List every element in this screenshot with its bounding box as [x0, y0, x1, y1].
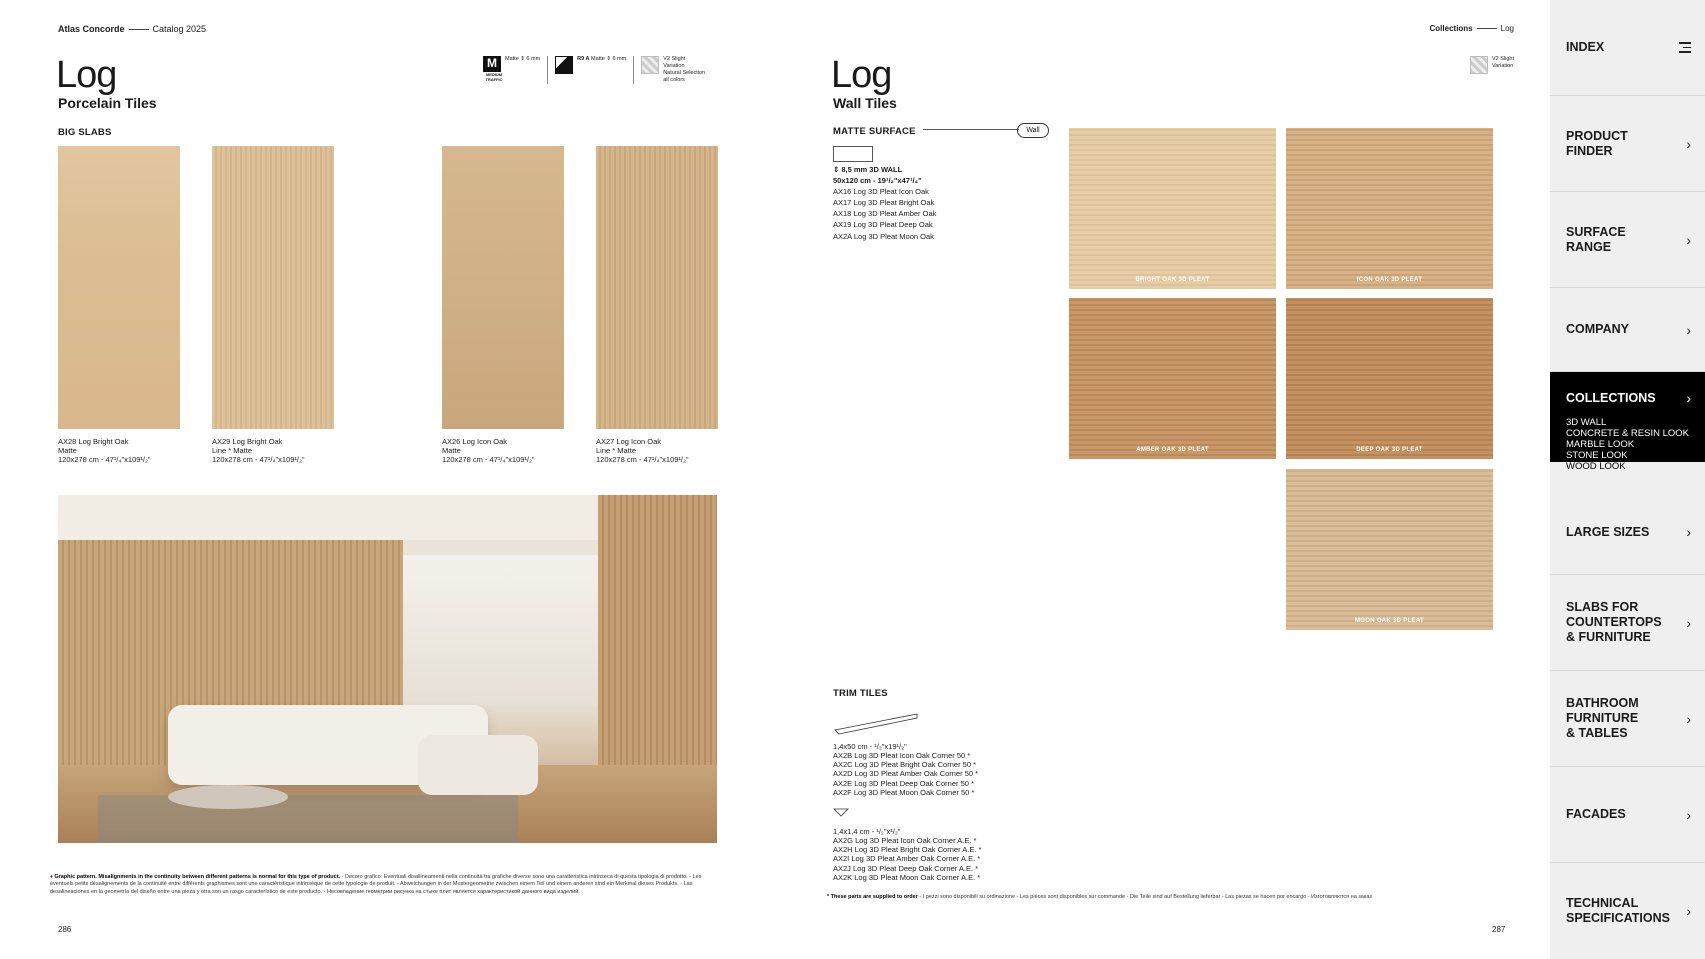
section-matte-surface: MATTE SURFACE: [833, 126, 916, 137]
slab-finish: Matte: [442, 446, 461, 455]
tile-icon-oak[interactable]: [1286, 128, 1493, 289]
spec-item: AX18 Log 3D Pleat Amber Oak: [833, 209, 937, 219]
slab-finish: Line * Matte: [596, 446, 637, 455]
trim-item: AX2E Log 3D Pleat Deep Oak Corner 50 *: [833, 778, 974, 788]
nav-label: [1566, 600, 1662, 645]
nav-label: COMPANY: [1566, 322, 1629, 336]
room-wall-right: [598, 495, 717, 795]
tile-label: MOON OAK 3D PLEAT: [1355, 618, 1424, 624]
variation-line: Variation: [663, 63, 685, 70]
nav-line: FURNITURE: [1566, 711, 1639, 725]
nav-line: SURFACE: [1566, 224, 1626, 239]
trim-item: AX2D Log 3D Pleat Amber Oak Corner 50 *: [833, 769, 979, 779]
left-page: [0, 0, 775, 959]
slab-caption: [212, 437, 352, 464]
graphic-pattern-note: [50, 874, 710, 896]
tile-moon-oak[interactable]: [1286, 469, 1493, 630]
submenu-item-marble[interactable]: MARBLE LOOK: [1566, 438, 1635, 450]
nav-line: SPECIFICATIONS: [1566, 911, 1670, 925]
nav-sidebar: [1550, 0, 1705, 959]
chevron-right-icon: ›: [1686, 710, 1691, 727]
tile-label: ICON OAK 3D PLEAT: [1356, 277, 1423, 283]
slab-size: 120x278 cm - 47¹/₄"x109¹/₂": [58, 455, 151, 464]
trim-list-corner50: [833, 742, 978, 797]
nav-slabs-countertops[interactable]: [1550, 575, 1705, 671]
matte-rule: [923, 129, 1019, 130]
room-kitchen: [403, 555, 598, 705]
chevron-right-icon: ›: [1686, 135, 1691, 152]
section-big-slabs: BIG SLABS: [58, 127, 112, 138]
submenu-item-3d-wall[interactable]: 3D WALL: [1566, 417, 1607, 428]
breadcrumb-section[interactable]: Collections: [1429, 24, 1473, 33]
nav-label: FACADES: [1566, 807, 1626, 821]
nav-surface-range[interactable]: [1550, 192, 1705, 288]
breadcrumb-current: Log: [1500, 24, 1514, 33]
chevron-right-icon: ›: [1686, 231, 1691, 248]
nav-technical-specifications[interactable]: [1550, 863, 1705, 959]
submenu-item-wood[interactable]: WOOD LOOK: [1566, 460, 1626, 472]
variation-line: V2 Slight: [663, 56, 686, 62]
page-subtitle: Wall Tiles: [833, 95, 897, 111]
chevron-right-icon: ›: [1686, 614, 1691, 631]
spec-thickness: [833, 164, 936, 175]
room-sofa-chaise: [418, 735, 538, 795]
page-subtitle: Porcelain Tiles: [58, 95, 157, 111]
tile-label: DEEP OAK 3D PLEAT: [1356, 447, 1423, 453]
nav-label: [1566, 225, 1626, 255]
spec-size: [833, 175, 936, 186]
r9-label: R9 A: [577, 56, 590, 62]
nav-facades[interactable]: [1550, 767, 1705, 863]
nav-line: & FURNITURE: [1566, 630, 1651, 644]
nav-index[interactable]: [1550, 0, 1705, 96]
nav-line: TECHNICAL: [1566, 896, 1639, 910]
spec-size-text: 50x120 cm - 19¹/₂"x47¹/₄": [833, 176, 922, 186]
nav-label: [1566, 129, 1628, 159]
slab-size: 120x278 cm - 47¹/₄"x109¹/₂": [442, 455, 535, 464]
slab-code: AX29 Log Bright Oak: [212, 437, 283, 446]
header-brand: [58, 24, 206, 34]
trim-item: AX2B Log 3D Pleat Icon Oak Corner 50 *: [833, 751, 971, 761]
trim-swatch: [833, 146, 873, 162]
tile-bright-oak[interactable]: [1069, 128, 1276, 289]
slab-image-ax26[interactable]: [442, 146, 564, 429]
variation-badge: [1470, 56, 1514, 74]
variation-line: all colors: [663, 77, 685, 84]
slab-code: AX27 Log Icon Oak: [596, 437, 662, 446]
section-trim-tiles: TRIM TILES: [833, 688, 888, 699]
header-rule: [129, 29, 149, 30]
catalog-label: Catalog 2025: [152, 24, 207, 34]
slab-finish: Matte: [58, 446, 77, 455]
room-coffee-table: [168, 785, 288, 809]
slab-caption: [596, 437, 736, 464]
breadcrumb: [1430, 24, 1514, 33]
trim-item: AX2J Log 3D Pleat Deep Oak Corner A.E. *: [833, 863, 979, 873]
menu-icon: [1679, 42, 1691, 53]
trim-size: 1,4x1,4 cm - ¹/₂"x¹/₂": [833, 827, 901, 836]
chevron-right-icon: ›: [1686, 806, 1691, 823]
tile-label: AMBER OAK 3D PLEAT: [1136, 447, 1209, 453]
right-page: [775, 0, 1550, 959]
chevron-right-icon: ›: [1686, 524, 1691, 540]
variation-icon: [641, 56, 659, 74]
variation-spec: [663, 56, 705, 85]
spec-thickness-text: ⇕ 8,5 mm 3D WALL: [833, 165, 903, 174]
nav-label: [1566, 696, 1639, 741]
tile-amber-oak[interactable]: [1069, 298, 1276, 459]
nav-line: & TABLES: [1566, 726, 1628, 740]
submenu-item-concrete-resin[interactable]: CONCRETE & RESIN LOOK: [1566, 427, 1689, 439]
chevron-right-icon: ›: [1686, 321, 1691, 338]
note-marker: ♦: [50, 874, 53, 880]
variation-line: Variation: [1491, 63, 1514, 70]
slab-finish: Line * Matte: [212, 446, 253, 455]
spec-list: [833, 164, 936, 242]
tile-label: BRIGHT OAK 3D PLEAT: [1135, 277, 1210, 283]
nav-line: COUNTERTOPS: [1566, 615, 1662, 629]
header-rule: [1477, 28, 1497, 29]
ambience-photo: [58, 495, 717, 843]
nav-label: COLLECTIONS: [1566, 390, 1656, 405]
corner-trim-drawing: [833, 710, 919, 736]
traffic-badge: [483, 56, 505, 82]
spec-item: AX2A Log 3D Pleat Moon Oak: [833, 231, 934, 241]
trim-item: AX2F Log 3D Pleat Moon Oak Corner 50 *: [833, 787, 975, 797]
r9-spec: [577, 56, 626, 63]
nav-line: SLABS FOR: [1566, 600, 1639, 614]
slab-caption: [442, 437, 582, 464]
slab-code: AX26 Log Icon Oak: [442, 437, 508, 446]
page-number: 287: [1492, 925, 1506, 934]
note-text: - I pezzi sono disponibili su ordinazione - Les pièces sont disponibles sur commande - Die Teile sind auf Bestellung lieferbar - Las piezas se hacen por encargo - Изготовляются на заказ: [917, 894, 1372, 900]
nav-label: [1566, 896, 1670, 926]
nav-bathroom-furniture[interactable]: [1550, 671, 1705, 767]
submenu-item-stone[interactable]: STONE LOOK: [1566, 449, 1628, 461]
chevron-right-icon: ›: [1686, 390, 1691, 406]
traffic-icon: M: [483, 56, 501, 72]
nav-line: BATHROOM: [1566, 696, 1639, 710]
icon-separator: [633, 56, 634, 84]
matte-spec-2: Matte ⇕ 6 mm: [591, 56, 627, 62]
nav-large-sizes[interactable]: [1550, 490, 1705, 575]
trim-item: AX2H Log 3D Pleat Bright Oak Corner A.E. *: [833, 845, 982, 855]
nav-company[interactable]: [1550, 288, 1705, 372]
variation-line: V2 Slight: [1491, 56, 1514, 62]
spec-item: AX17 Log 3D Pleat Bright Oak: [833, 198, 935, 208]
slab-image-ax28[interactable]: [58, 146, 180, 429]
brand-name: Atlas Concorde: [58, 24, 125, 34]
page-number: 286: [58, 925, 72, 934]
collections-submenu: [1566, 418, 1689, 473]
angle-piece-drawing: [833, 808, 849, 818]
nav-label: INDEX: [1566, 40, 1605, 54]
slip-icon: [555, 56, 573, 74]
note-bold: Graphic pattern. Misalignments in the continuity between different patterns is normal for this type of product.: [54, 874, 341, 880]
trim-item: AX2K Log 3D Pleat Moon Oak Corner A.E. *: [833, 872, 981, 882]
slab-image-ax27[interactable]: [596, 146, 718, 429]
page-title: Log: [56, 54, 117, 96]
tile-deep-oak[interactable]: [1286, 298, 1493, 459]
nav-line: FINDER: [1566, 143, 1613, 158]
page-title: Log: [831, 54, 892, 96]
wall-badge: Wall: [1017, 123, 1049, 138]
slab-size: 120x278 cm - 47¹/₄"x109¹/₂": [212, 455, 305, 464]
trim-item: AX2I Log 3D Pleat Amber Oak Corner A.E. *: [833, 854, 981, 864]
matte-spec-1: Matte ⇕ 6 mm: [505, 56, 541, 62]
note-text: - Decoro grafico: Eventuali disallineamenti nella continuità tra grafiche diverse sono una caratteristica intrinseca di questa tipologia di prodotto. - Les éventuels petits désalignements de la continuité entre différents graphismes sont une caractéristique intrinsèque de cette typologie de produit. - Abweichungen in der Mustergeometrie zwischen einem Teil und einem anderen sind ein Merkmal dieses Produkts. - Las desalineaciones en la geometría del diseño entre una pieza y otra son un rasgo característico de este producto. - Несовпадение геометрии рисунка на стыке плит является характеристикой данного вида изделий.: [50, 874, 702, 895]
variation-icon: [1470, 56, 1488, 74]
nav-product-finder[interactable]: [1550, 96, 1705, 192]
trim-item: AX2G Log 3D Pleat Icon Oak Corner A.E. *: [833, 836, 977, 846]
tech-icons: [483, 56, 705, 85]
nav-line: RANGE: [1566, 239, 1612, 254]
trim-size: 1,4x50 cm - ¹/₂"x19¹/₂": [833, 742, 907, 751]
room-rug: [98, 795, 518, 843]
spec-item: AX16 Log 3D Pleat Icon Oak: [833, 187, 929, 197]
slab-caption: [58, 437, 198, 464]
variation-spec: [1492, 56, 1514, 74]
nav-line: PRODUCT: [1566, 128, 1628, 143]
slab-size: 120x278 cm - 47¹/₄"x109¹/₂": [596, 455, 689, 464]
variation-line: Natural Selection: [663, 70, 706, 77]
trim-list-corner-ae: [833, 827, 981, 882]
spec-item: AX19 Log 3D Pleat Deep Oak: [833, 220, 933, 230]
trim-item: AX2C Log 3D Pleat Bright Oak Corner 50 *: [833, 760, 976, 770]
supply-note: [827, 894, 1372, 900]
slab-code: AX28 Log Bright Oak: [58, 437, 129, 446]
traffic-label: MEDIUM TRAFFIC: [485, 72, 503, 83]
note-bold: * These parts are supplied to order: [827, 894, 918, 900]
chevron-right-icon: ›: [1686, 903, 1691, 919]
slab-image-ax29[interactable]: [212, 146, 334, 429]
nav-label: LARGE SIZES: [1566, 524, 1650, 539]
icon-separator: [547, 56, 548, 84]
